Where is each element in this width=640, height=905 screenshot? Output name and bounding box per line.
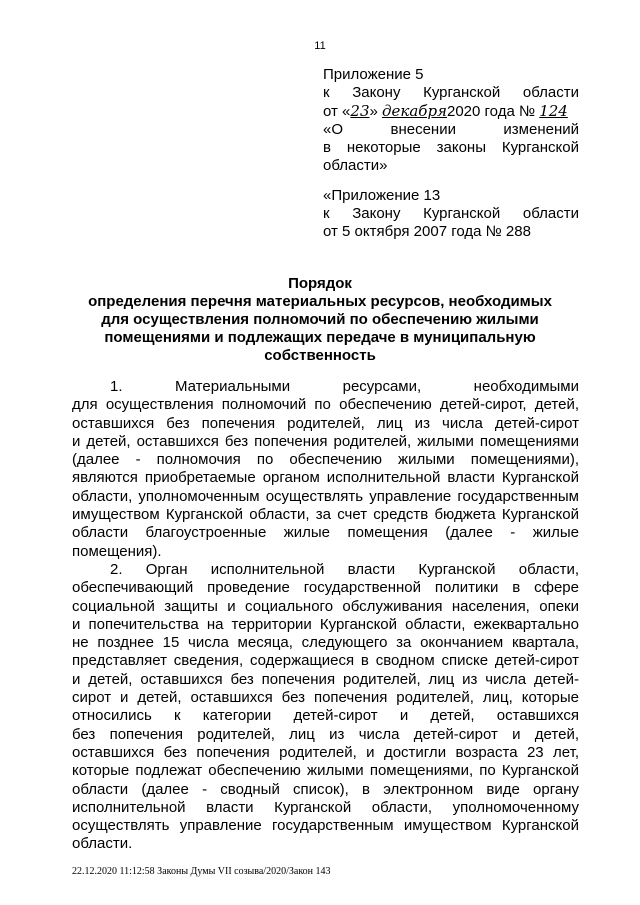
handwritten-number: 124 [539, 102, 568, 120]
text-line: сирот и детей, оставшихся без попечения родителей, лиц, которые [72, 689, 579, 707]
text-line: для осуществления полномочий по обеспечению детей-сирот, детей, [72, 396, 579, 414]
text-line: являются приобретаемые органом исполнительной власти Курганской [72, 469, 579, 487]
text-line: не позднее 15 числа месяца, следующего за окончанием квартала, [72, 634, 579, 652]
original-appendix-title: «Приложение 13 [323, 187, 441, 204]
text-line: и детей, оставшихся без попечения родителей, лиц из числа детей- [72, 670, 579, 688]
original-appendix-law-ref: к Закону Курганской области [323, 205, 579, 222]
paragraph-2 [72, 561, 579, 854]
text-line: помещения). [72, 542, 162, 560]
text-line: и попечительства на территории Курганской области, ежеквартально [72, 615, 579, 633]
text-line: оставшихся без попечения родителей, лиц из числа детей-сирот [72, 414, 579, 432]
title-line: помещениями и подлежащих передаче в муниципальную [104, 329, 536, 346]
document-title [60, 275, 580, 365]
page-number: 11 [314, 40, 326, 52]
text-line: 2. Орган исполнительной власти Курганской области, [110, 560, 579, 578]
appendix-header [323, 66, 579, 175]
original-appendix-header [323, 187, 579, 241]
appendix-title: Приложение 5 [323, 66, 424, 83]
text-line: области благоустроенные жилые помещения (далее - жилые [72, 524, 579, 542]
title-line: собственность [264, 347, 376, 364]
handwritten-day: 23 [350, 102, 370, 120]
document-footer-stamp: 22.12.2020 11:12:58 Законы Думы VII созыва/2020/Закон 143 [72, 866, 331, 877]
appendix-subject-line1: «О внесении изменений [323, 121, 579, 138]
text-line: области, уполномоченным осуществлять управление государственным [72, 487, 579, 505]
appendix-subject-line2: в некоторые законы Курганской [323, 139, 579, 156]
text-line: области. [72, 835, 133, 853]
paragraph-1 [72, 378, 579, 561]
appendix-date-line: от «23» декабря2020 года № 124 [323, 102, 568, 120]
text-line: представляет сведения, содержащиеся в сводном списке детей-сирот [72, 652, 579, 670]
text-line: социальной защиты и социального обслуживания населения, опеки [72, 597, 579, 615]
text-line: имуществом Курганской области, за счет средств бюджета Курганской [72, 506, 579, 524]
document-body [72, 378, 579, 854]
handwritten-month: декабря [382, 102, 447, 120]
text-line: обеспечивающий проведение государственной политики в сфере [72, 579, 579, 597]
text-line: (далее - полномочия по обеспечению жилыми помещениями), [72, 451, 579, 469]
original-appendix-date: от 5 октября 2007 года № 288 [323, 223, 531, 240]
text-line: оставшихся без попечения родителей, и достигли возраста 23 лет, [72, 743, 579, 761]
title-line: определения перечня материальных ресурсов, необходимых [88, 293, 552, 310]
title-line: для осуществления полномочий по обеспечению жилыми [101, 311, 539, 328]
text-line: осуществлять управление государственным имуществом Курганской [72, 817, 579, 835]
text-line: 1. Материальными ресурсами, необходимыми [110, 378, 579, 395]
text-line: и детей, оставшихся без попечения родителей, жилыми помещениями [72, 432, 579, 450]
text-line: без попечения родителей, лиц из числа детей-сирот и детей, [72, 725, 579, 743]
title-line: Порядок [288, 275, 352, 292]
text-line: области (далее - сводный список), в электронном виде органу [72, 780, 579, 798]
text-line: относились к категории детей-сирот и детей, оставшихся [72, 707, 579, 725]
text-line: исполнительной власти Курганской области, уполномоченному [72, 798, 579, 816]
text-line: которые подлежат обеспечению жилыми помещениями, по Курганской [72, 762, 579, 780]
appendix-law-ref: к Закону Курганской области [323, 84, 579, 101]
appendix-subject-line3: области» [323, 157, 388, 174]
